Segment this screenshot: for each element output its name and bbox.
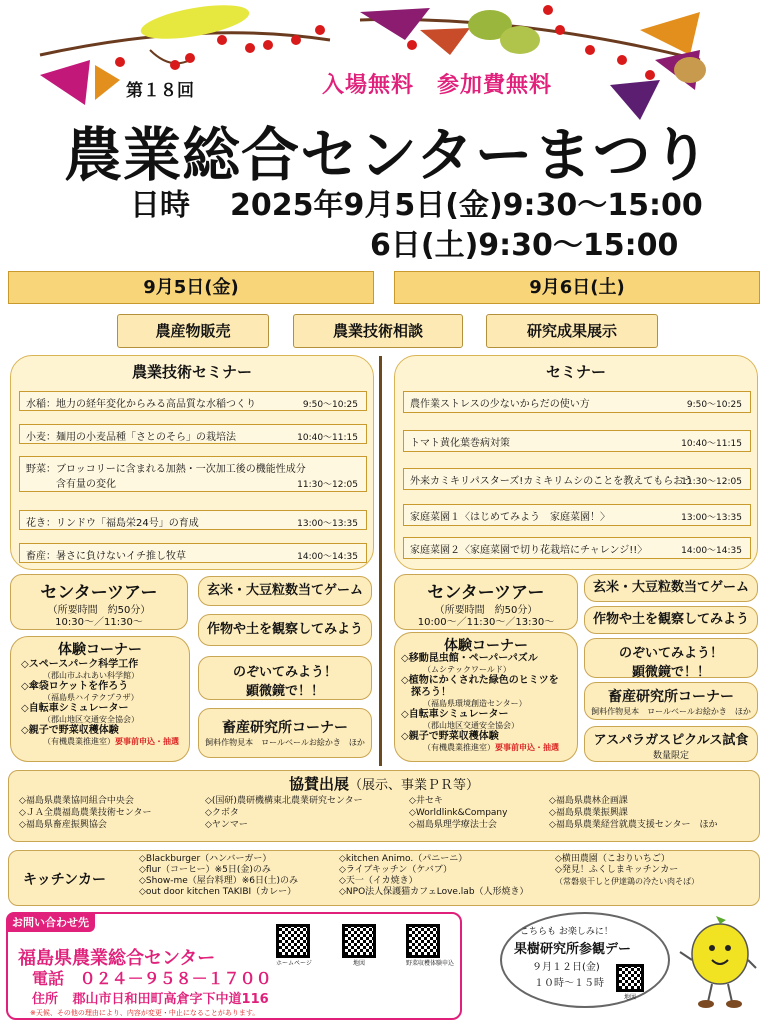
page-title: 農業総合センターまつり bbox=[64, 121, 711, 189]
leaf-icon bbox=[40, 60, 90, 105]
seminar2-row: 農作業ストレスの少ないからだの使い方 9:50～10:25 bbox=[403, 391, 751, 413]
category-tech-consult: 農業技術相談 bbox=[293, 314, 463, 348]
qr-fruit-map-icon[interactable] bbox=[616, 964, 644, 992]
seminar1-title: 農業技術セミナー bbox=[131, 363, 252, 381]
grain-game-day1: 玄米・大豆粒数当てゲーム bbox=[198, 576, 372, 606]
experience-day2: 体験コーナー ◇移動昆虫館・ペーパーパズル （ムシテックワールド） ◇植物にかくされた緑色のヒミツを 探ろう！ （福島県環境創造センター） ◇自転車シミュレーター （郡山地区交通安全協会） ◇親子で野菜収穫体験 （有機農業推進室）要事前申込・抽選 bbox=[394, 632, 578, 762]
category-produce-sales: 農産物販売 bbox=[117, 314, 269, 348]
seminar2-row: 家庭菜園１〈はじめてみよう 家庭菜園！〉 13:00～13:35 bbox=[403, 504, 751, 526]
seminar1-row: 畜産：暑さに負けないイチ推し牧草 14:00～14:35 bbox=[19, 543, 367, 563]
day1-header: 9月5日(金) bbox=[8, 271, 374, 304]
seminar2-title: セミナー bbox=[545, 363, 606, 381]
day2-header: 9月6日(土) bbox=[394, 271, 760, 304]
fruit-open-day: こちらも お楽しみに！ 果樹研究所参観デー ９月１２日(金) １０時～１５時 地図 bbox=[500, 912, 670, 1008]
livestock-day1: 畜産研究所コーナー 飼料作物見本 ロールベールお絵かき ほか bbox=[198, 708, 372, 758]
center-divider bbox=[379, 356, 382, 766]
tel-number[interactable]: ０２４－９５８－１７００ bbox=[79, 969, 272, 988]
date-line-1: 2025年9月5日(金)9:30～15:00 bbox=[230, 188, 703, 223]
observe-day2: 作物や土を観察してみよう bbox=[584, 606, 758, 634]
tour-day1: センターツアー （所要時間 約50分） 10:30～／11:30～ bbox=[10, 574, 188, 630]
address: 郡山市日和田町高倉字下中道116 bbox=[72, 992, 269, 1007]
tour-day2: センターツアー （所要時間 約50分） 10:00～／11:30～／13:30～ bbox=[394, 574, 578, 630]
seminar1-row: 野菜：ブロッコリーに含まれる加熱・一次加工後の機能性成分 含有量の変化 11:30～12:05 bbox=[19, 456, 367, 492]
qr-homepage-icon[interactable] bbox=[276, 924, 310, 958]
asparagus-tasting: アスパラガスピクルス試食 数量限定 bbox=[584, 726, 758, 762]
seminar-day2 bbox=[394, 355, 758, 570]
microscope-day1: のぞいてみよう！ 顕微鏡で！！ bbox=[198, 656, 372, 700]
experience-day1: 体験コーナー ◇スペースパーク科学工作 （郡山市ふれあい科学館） ◇傘袋ロケットを作ろう （福島県ハイテクプラザ） ◇自転車シミュレーター （郡山地区交通安全協会） ◇親子で野菜収穫体験 （有機農業推進室）要事前申込・抽選 bbox=[10, 636, 190, 762]
seminar1-row: 花き：リンドウ「福島栄24号」の育成 13:00～13:35 bbox=[19, 510, 367, 530]
qr-map-icon[interactable] bbox=[342, 924, 376, 958]
seminar-day1 bbox=[10, 355, 374, 570]
kitchen-car-section: キッチンカー ◇Blackburger（ハンバーガー） ◇flur（コーヒー）※5日(金)のみ ◇Show-me（屋台料理）※6日(土)のみ ◇out door kitchen TAKIBI（カレー） ◇kitchen Animo.（パニーニ） ◇ライブキッチン（ケバブ） ◇天一（イカ焼き） ◇NPO法人保護猫カフェLove.lab（人形焼き） ◇横田農園（こおりいちご） ◇発見！ふくしまキッチンカー （常磐泉干しと伊達鶏の冷たい肉そば） bbox=[8, 850, 760, 906]
contact-note: ※天候、その他の理由により、内容が変更・中止になることがあります。 bbox=[30, 1009, 260, 1017]
seminar1-row: 水稲：地力の経年変化からみる高品質な水稲つくり 9:50～10:25 bbox=[19, 391, 367, 411]
seminar2-row: トマト黄化葉巻病対策 10:40～11:15 bbox=[403, 430, 751, 452]
sponsors-section: 協賛出展（展示、事業ＰＲ等） ◇福島県農業協同組合中央会 ◇ＪＡ全農福島農業技術センター ◇福島県畜産振興協会 ◇(国研)農研機構東北農業研究センター ◇クボタ ◇ヤンマー ◇井セキ ◇Worldlink&Company ◇福島県理学療法士会 ◇福島県農林企画課 ◇福島県農業振興課 ◇福島県農業経営就農支援センター ほか bbox=[8, 770, 760, 842]
bird-icon bbox=[138, 0, 251, 45]
date-line-2: 6日(土)9:30～15:00 bbox=[370, 228, 679, 263]
seminar2-row: 外来カミキリパスターズ!カミキリムシのことを教えてもらおう 11:30～12:05 bbox=[403, 468, 751, 490]
tel-label: 電話 bbox=[32, 969, 65, 988]
contact-org: 福島県農業総合センター bbox=[18, 948, 216, 969]
contact-tag: お問い合わせ先 bbox=[6, 912, 95, 932]
qr-harvest-apply-icon[interactable] bbox=[406, 924, 440, 958]
contact-box: お問い合わせ先 福島県農業総合センター 電話 ０２４－９５８－１７００ 住所 郡山市日和田町高倉字下中道116 ※天候、その他の理由により、内容が変更・中止になることがあります。 ホームページ 地図 野菜収穫体験申込 bbox=[6, 912, 462, 1020]
livestock-day2: 畜産研究所コーナー 飼料作物見本 ロールベールお絵かき ほか bbox=[584, 682, 758, 720]
mascot-icon bbox=[676, 916, 760, 1012]
seminar2-row: 家庭菜園２〈家庭菜園で切り花栽培にチャレンジ!!〉 14:00～14:35 bbox=[403, 537, 751, 559]
addr-label: 住所 bbox=[32, 992, 59, 1007]
edition-label: 第１８回 bbox=[126, 81, 194, 101]
category-research-exhibit: 研究成果展示 bbox=[486, 314, 658, 348]
date-label: 日時 bbox=[130, 188, 190, 223]
microscope-day2: のぞいてみよう！ 顕微鏡で！！ bbox=[584, 638, 758, 678]
observe-day1: 作物や土を観察してみよう bbox=[198, 614, 372, 646]
free-entry-text: 入場無料 参加費無料 bbox=[322, 73, 553, 98]
seminar1-row: 小麦：麺用の小麦品種「さとのそら」の栽培法 10:40～11:15 bbox=[19, 424, 367, 444]
grain-game-day2: 玄米・大豆粒数当てゲーム bbox=[584, 574, 758, 602]
